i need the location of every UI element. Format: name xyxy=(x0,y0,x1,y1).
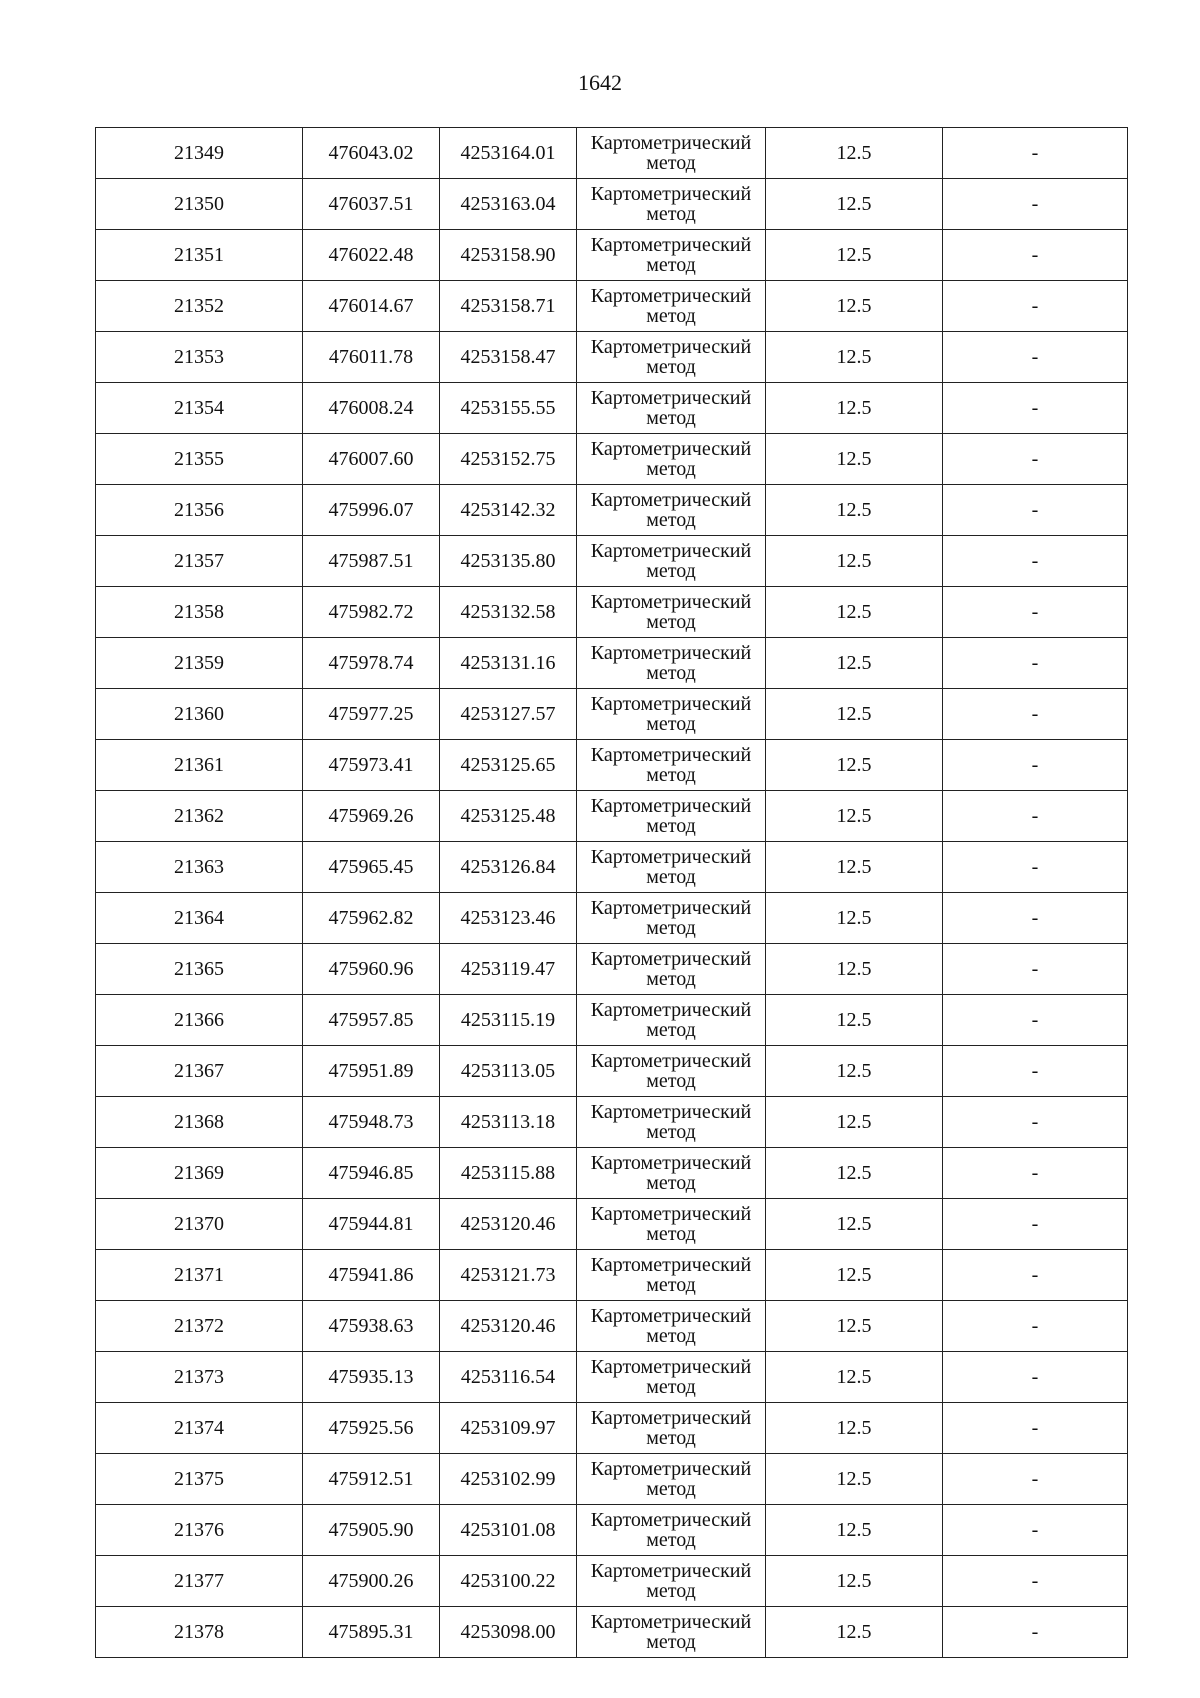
accuracy-cell: 12.5 xyxy=(766,740,943,791)
note-cell: - xyxy=(943,128,1128,179)
y-coordinate-cell: 4253115.88 xyxy=(440,1148,577,1199)
point-number-cell: 21359 xyxy=(96,638,303,689)
point-number-cell: 21373 xyxy=(96,1352,303,1403)
y-coordinate-cell: 4253121.73 xyxy=(440,1250,577,1301)
method-line-1: Картометрический xyxy=(590,744,752,766)
method-cell xyxy=(577,1301,766,1352)
point-number-cell: 21357 xyxy=(96,536,303,587)
x-coordinate-cell: 476014.67 xyxy=(303,281,440,332)
x-coordinate-cell: 475941.86 xyxy=(303,1250,440,1301)
accuracy-cell: 12.5 xyxy=(766,1505,943,1556)
note-cell: - xyxy=(943,1097,1128,1148)
table-row xyxy=(96,587,1128,638)
table-row xyxy=(96,1199,1128,1250)
table-row xyxy=(96,1352,1128,1403)
method-cell xyxy=(577,842,766,893)
method-line-1: Картометрический xyxy=(590,642,752,664)
y-coordinate-cell: 4253102.99 xyxy=(440,1454,577,1505)
y-coordinate-cell: 4253163.04 xyxy=(440,179,577,230)
method-line-2: метод xyxy=(646,1172,696,1194)
accuracy-cell: 12.5 xyxy=(766,434,943,485)
method-line-1: Картометрический xyxy=(590,1305,752,1327)
method-line-1: Картометрический xyxy=(590,897,752,919)
method-line-2: метод xyxy=(646,356,696,378)
method-cell xyxy=(577,536,766,587)
table-row xyxy=(96,1403,1128,1454)
x-coordinate-cell: 475957.85 xyxy=(303,995,440,1046)
method-cell xyxy=(577,230,766,281)
point-number-cell: 21376 xyxy=(96,1505,303,1556)
method-line-1: Картометрический xyxy=(590,234,752,256)
y-coordinate-cell: 4253098.00 xyxy=(440,1607,577,1658)
accuracy-cell: 12.5 xyxy=(766,1556,943,1607)
x-coordinate-cell: 475969.26 xyxy=(303,791,440,842)
accuracy-cell: 12.5 xyxy=(766,944,943,995)
method-cell xyxy=(577,689,766,740)
point-number-cell: 21355 xyxy=(96,434,303,485)
method-line-2: метод xyxy=(646,254,696,276)
note-cell: - xyxy=(943,1199,1128,1250)
y-coordinate-cell: 4253113.05 xyxy=(440,1046,577,1097)
y-coordinate-cell: 4253132.58 xyxy=(440,587,577,638)
method-line-1: Картометрический xyxy=(590,183,752,205)
note-cell: - xyxy=(943,1607,1128,1658)
method-line-1: Картометрический xyxy=(590,540,752,562)
table-row xyxy=(96,179,1128,230)
method-line-2: метод xyxy=(646,509,696,531)
method-line-2: метод xyxy=(646,1223,696,1245)
method-line-2: метод xyxy=(646,1478,696,1500)
y-coordinate-cell: 4253101.08 xyxy=(440,1505,577,1556)
x-coordinate-cell: 475946.85 xyxy=(303,1148,440,1199)
y-coordinate-cell: 4253127.57 xyxy=(440,689,577,740)
note-cell: - xyxy=(943,1556,1128,1607)
x-coordinate-cell: 475996.07 xyxy=(303,485,440,536)
method-line-2: метод xyxy=(646,917,696,939)
note-cell: - xyxy=(943,536,1128,587)
table-row xyxy=(96,944,1128,995)
method-cell xyxy=(577,587,766,638)
method-line-2: метод xyxy=(646,662,696,684)
table-row xyxy=(96,1505,1128,1556)
method-cell xyxy=(577,1199,766,1250)
accuracy-cell: 12.5 xyxy=(766,689,943,740)
x-coordinate-cell: 475951.89 xyxy=(303,1046,440,1097)
point-number-cell: 21364 xyxy=(96,893,303,944)
note-cell: - xyxy=(943,179,1128,230)
y-coordinate-cell: 4253126.84 xyxy=(440,842,577,893)
note-cell: - xyxy=(943,1505,1128,1556)
y-coordinate-cell: 4253125.48 xyxy=(440,791,577,842)
table-row xyxy=(96,893,1128,944)
method-line-2: метод xyxy=(646,305,696,327)
method-cell xyxy=(577,1505,766,1556)
method-line-2: метод xyxy=(646,1019,696,1041)
table-row xyxy=(96,332,1128,383)
note-cell: - xyxy=(943,1250,1128,1301)
method-cell xyxy=(577,1097,766,1148)
method-line-1: Картометрический xyxy=(590,387,752,409)
method-line-1: Картометрический xyxy=(590,1050,752,1072)
x-coordinate-cell: 475895.31 xyxy=(303,1607,440,1658)
method-cell xyxy=(577,944,766,995)
method-line-1: Картометрический xyxy=(590,846,752,868)
accuracy-cell: 12.5 xyxy=(766,842,943,893)
method-line-1: Картометрический xyxy=(590,336,752,358)
method-cell xyxy=(577,1046,766,1097)
y-coordinate-cell: 4253158.47 xyxy=(440,332,577,383)
y-coordinate-cell: 4253142.32 xyxy=(440,485,577,536)
x-coordinate-cell: 475935.13 xyxy=(303,1352,440,1403)
point-number-cell: 21375 xyxy=(96,1454,303,1505)
method-line-1: Картометрический xyxy=(590,438,752,460)
table-body xyxy=(96,128,1128,1658)
y-coordinate-cell: 4253135.80 xyxy=(440,536,577,587)
point-number-cell: 21356 xyxy=(96,485,303,536)
method-line-1: Картометрический xyxy=(590,1101,752,1123)
table-row xyxy=(96,536,1128,587)
note-cell: - xyxy=(943,1403,1128,1454)
method-line-1: Картометрический xyxy=(590,1356,752,1378)
y-coordinate-cell: 4253158.71 xyxy=(440,281,577,332)
point-number-cell: 21371 xyxy=(96,1250,303,1301)
x-coordinate-cell: 476022.48 xyxy=(303,230,440,281)
note-cell: - xyxy=(943,1454,1128,1505)
accuracy-cell: 12.5 xyxy=(766,485,943,536)
method-line-2: метод xyxy=(646,1427,696,1449)
point-number-cell: 21361 xyxy=(96,740,303,791)
accuracy-cell: 12.5 xyxy=(766,1148,943,1199)
point-number-cell: 21349 xyxy=(96,128,303,179)
x-coordinate-cell: 476007.60 xyxy=(303,434,440,485)
x-coordinate-cell: 475965.45 xyxy=(303,842,440,893)
y-coordinate-cell: 4253152.75 xyxy=(440,434,577,485)
point-number-cell: 21362 xyxy=(96,791,303,842)
accuracy-cell: 12.5 xyxy=(766,128,943,179)
x-coordinate-cell: 476011.78 xyxy=(303,332,440,383)
accuracy-cell: 12.5 xyxy=(766,1199,943,1250)
x-coordinate-cell: 475900.26 xyxy=(303,1556,440,1607)
accuracy-cell: 12.5 xyxy=(766,281,943,332)
method-line-1: Картометрический xyxy=(590,1203,752,1225)
table-row xyxy=(96,1148,1128,1199)
y-coordinate-cell: 4253100.22 xyxy=(440,1556,577,1607)
method-line-2: метод xyxy=(646,815,696,837)
table-row xyxy=(96,1301,1128,1352)
page-number: 1642 xyxy=(578,70,622,95)
accuracy-cell: 12.5 xyxy=(766,332,943,383)
point-number-cell: 21367 xyxy=(96,1046,303,1097)
method-cell xyxy=(577,383,766,434)
accuracy-cell: 12.5 xyxy=(766,995,943,1046)
note-cell: - xyxy=(943,281,1128,332)
method-line-2: метод xyxy=(646,1529,696,1551)
method-line-2: метод xyxy=(646,1070,696,1092)
method-cell xyxy=(577,740,766,791)
method-cell xyxy=(577,1454,766,1505)
method-line-2: метод xyxy=(646,407,696,429)
x-coordinate-cell: 475905.90 xyxy=(303,1505,440,1556)
point-number-cell: 21369 xyxy=(96,1148,303,1199)
table-row xyxy=(96,1046,1128,1097)
note-cell: - xyxy=(943,1301,1128,1352)
point-number-cell: 21368 xyxy=(96,1097,303,1148)
table-row xyxy=(96,383,1128,434)
method-line-1: Картометрический xyxy=(590,1254,752,1276)
table-row xyxy=(96,1556,1128,1607)
note-cell: - xyxy=(943,842,1128,893)
accuracy-cell: 12.5 xyxy=(766,383,943,434)
method-cell xyxy=(577,1148,766,1199)
y-coordinate-cell: 4253123.46 xyxy=(440,893,577,944)
point-number-cell: 21366 xyxy=(96,995,303,1046)
x-coordinate-cell: 476037.51 xyxy=(303,179,440,230)
y-coordinate-cell: 4253164.01 xyxy=(440,128,577,179)
y-coordinate-cell: 4253116.54 xyxy=(440,1352,577,1403)
method-line-2: метод xyxy=(646,458,696,480)
method-line-2: метод xyxy=(646,713,696,735)
method-cell xyxy=(577,1250,766,1301)
accuracy-cell: 12.5 xyxy=(766,1301,943,1352)
table-row xyxy=(96,689,1128,740)
y-coordinate-cell: 4253158.90 xyxy=(440,230,577,281)
point-number-cell: 21363 xyxy=(96,842,303,893)
accuracy-cell: 12.5 xyxy=(766,1403,943,1454)
note-cell: - xyxy=(943,995,1128,1046)
accuracy-cell: 12.5 xyxy=(766,536,943,587)
note-cell: - xyxy=(943,791,1128,842)
point-number-cell: 21358 xyxy=(96,587,303,638)
table-row xyxy=(96,485,1128,536)
method-line-1: Картометрический xyxy=(590,693,752,715)
table-row xyxy=(96,230,1128,281)
note-cell: - xyxy=(943,587,1128,638)
accuracy-cell: 12.5 xyxy=(766,1352,943,1403)
method-line-1: Картометрический xyxy=(590,948,752,970)
accuracy-cell: 12.5 xyxy=(766,1250,943,1301)
x-coordinate-cell: 475978.74 xyxy=(303,638,440,689)
x-coordinate-cell: 475977.25 xyxy=(303,689,440,740)
accuracy-cell: 12.5 xyxy=(766,179,943,230)
note-cell: - xyxy=(943,230,1128,281)
accuracy-cell: 12.5 xyxy=(766,638,943,689)
note-cell: - xyxy=(943,383,1128,434)
point-number-cell: 21354 xyxy=(96,383,303,434)
method-line-2: метод xyxy=(646,203,696,225)
method-cell xyxy=(577,1556,766,1607)
method-line-2: метод xyxy=(646,611,696,633)
table-row xyxy=(96,842,1128,893)
method-line-2: метод xyxy=(646,1274,696,1296)
method-line-2: метод xyxy=(646,968,696,990)
method-line-1: Картометрический xyxy=(590,132,752,154)
x-coordinate-cell: 475925.56 xyxy=(303,1403,440,1454)
table-row xyxy=(96,740,1128,791)
method-line-2: метод xyxy=(646,1631,696,1653)
coordinates-table xyxy=(95,127,1128,1658)
point-number-cell: 21377 xyxy=(96,1556,303,1607)
point-number-cell: 21352 xyxy=(96,281,303,332)
table-row xyxy=(96,128,1128,179)
table-row xyxy=(96,638,1128,689)
note-cell: - xyxy=(943,1148,1128,1199)
method-cell xyxy=(577,1352,766,1403)
y-coordinate-cell: 4253155.55 xyxy=(440,383,577,434)
method-line-1: Картометрический xyxy=(590,591,752,613)
method-line-2: метод xyxy=(646,1325,696,1347)
method-line-2: метод xyxy=(646,560,696,582)
note-cell: - xyxy=(943,893,1128,944)
accuracy-cell: 12.5 xyxy=(766,791,943,842)
y-coordinate-cell: 4253113.18 xyxy=(440,1097,577,1148)
note-cell: - xyxy=(943,740,1128,791)
point-number-cell: 21370 xyxy=(96,1199,303,1250)
y-coordinate-cell: 4253125.65 xyxy=(440,740,577,791)
method-cell xyxy=(577,1403,766,1454)
method-line-1: Картометрический xyxy=(590,999,752,1021)
accuracy-cell: 12.5 xyxy=(766,1046,943,1097)
method-cell xyxy=(577,893,766,944)
accuracy-cell: 12.5 xyxy=(766,1454,943,1505)
table-row xyxy=(96,1454,1128,1505)
point-number-cell: 21378 xyxy=(96,1607,303,1658)
note-cell: - xyxy=(943,332,1128,383)
note-cell: - xyxy=(943,638,1128,689)
method-cell xyxy=(577,995,766,1046)
point-number-cell: 21365 xyxy=(96,944,303,995)
table-row xyxy=(96,1607,1128,1658)
method-line-2: метод xyxy=(646,152,696,174)
x-coordinate-cell: 476008.24 xyxy=(303,383,440,434)
accuracy-cell: 12.5 xyxy=(766,893,943,944)
method-cell xyxy=(577,128,766,179)
method-cell xyxy=(577,281,766,332)
x-coordinate-cell: 475944.81 xyxy=(303,1199,440,1250)
note-cell: - xyxy=(943,1352,1128,1403)
y-coordinate-cell: 4253131.16 xyxy=(440,638,577,689)
accuracy-cell: 12.5 xyxy=(766,1097,943,1148)
point-number-cell: 21353 xyxy=(96,332,303,383)
method-line-2: метод xyxy=(646,764,696,786)
x-coordinate-cell: 475987.51 xyxy=(303,536,440,587)
point-number-cell: 21350 xyxy=(96,179,303,230)
x-coordinate-cell: 475960.96 xyxy=(303,944,440,995)
accuracy-cell: 12.5 xyxy=(766,1607,943,1658)
method-line-2: метод xyxy=(646,1580,696,1602)
x-coordinate-cell: 475948.73 xyxy=(303,1097,440,1148)
method-line-2: метод xyxy=(646,1121,696,1143)
table-row xyxy=(96,281,1128,332)
x-coordinate-cell: 475982.72 xyxy=(303,587,440,638)
method-line-1: Картометрический xyxy=(590,1560,752,1582)
method-line-1: Картометрический xyxy=(590,1509,752,1531)
y-coordinate-cell: 4253115.19 xyxy=(440,995,577,1046)
method-line-1: Картометрический xyxy=(590,1152,752,1174)
y-coordinate-cell: 4253120.46 xyxy=(440,1199,577,1250)
method-line-1: Картометрический xyxy=(590,489,752,511)
method-cell xyxy=(577,179,766,230)
note-cell: - xyxy=(943,1046,1128,1097)
accuracy-cell: 12.5 xyxy=(766,587,943,638)
method-line-1: Картометрический xyxy=(590,1458,752,1480)
note-cell: - xyxy=(943,689,1128,740)
point-number-cell: 21372 xyxy=(96,1301,303,1352)
table-row xyxy=(96,434,1128,485)
table-row xyxy=(96,1250,1128,1301)
y-coordinate-cell: 4253109.97 xyxy=(440,1403,577,1454)
point-number-cell: 21374 xyxy=(96,1403,303,1454)
method-line-1: Картометрический xyxy=(590,1407,752,1429)
y-coordinate-cell: 4253119.47 xyxy=(440,944,577,995)
method-line-1: Картометрический xyxy=(590,1611,752,1633)
table-row xyxy=(96,1097,1128,1148)
y-coordinate-cell: 4253120.46 xyxy=(440,1301,577,1352)
x-coordinate-cell: 475938.63 xyxy=(303,1301,440,1352)
method-line-2: метод xyxy=(646,1376,696,1398)
table-row xyxy=(96,791,1128,842)
method-cell xyxy=(577,434,766,485)
x-coordinate-cell: 475973.41 xyxy=(303,740,440,791)
point-number-cell: 21360 xyxy=(96,689,303,740)
point-number-cell: 21351 xyxy=(96,230,303,281)
method-cell xyxy=(577,1607,766,1658)
note-cell: - xyxy=(943,485,1128,536)
method-line-1: Картометрический xyxy=(590,285,752,307)
table-row xyxy=(96,995,1128,1046)
method-line-1: Картометрический xyxy=(590,795,752,817)
accuracy-cell: 12.5 xyxy=(766,230,943,281)
method-cell xyxy=(577,791,766,842)
x-coordinate-cell: 476043.02 xyxy=(303,128,440,179)
x-coordinate-cell: 475912.51 xyxy=(303,1454,440,1505)
method-line-2: метод xyxy=(646,866,696,888)
note-cell: - xyxy=(943,434,1128,485)
method-cell xyxy=(577,638,766,689)
note-cell: - xyxy=(943,944,1128,995)
x-coordinate-cell: 475962.82 xyxy=(303,893,440,944)
method-cell xyxy=(577,332,766,383)
method-cell xyxy=(577,485,766,536)
